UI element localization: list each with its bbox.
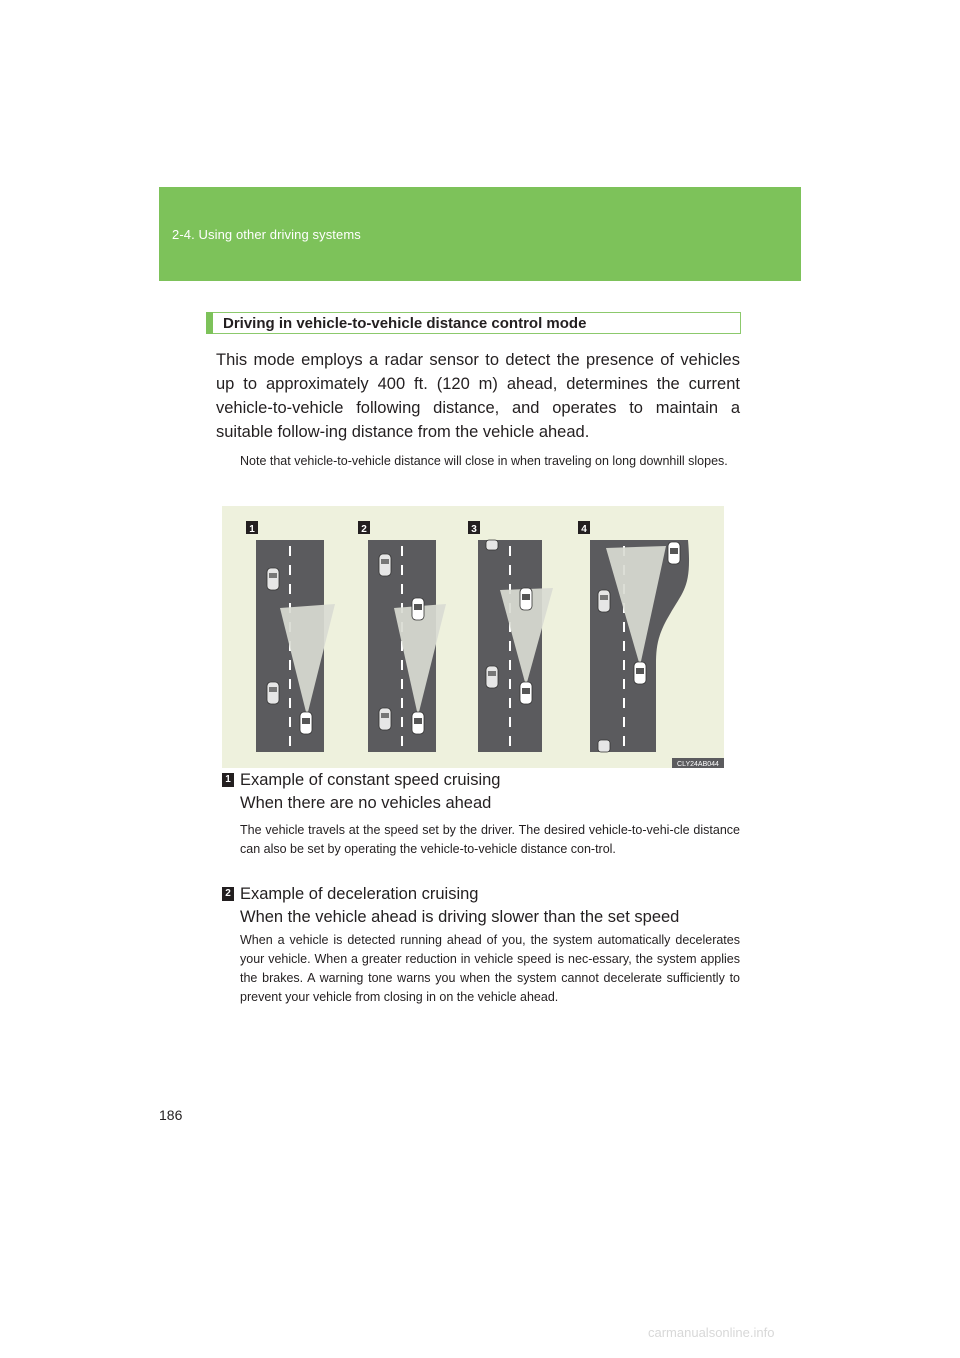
car-ahead: [668, 542, 680, 564]
item-title: [240, 769, 500, 815]
item-subtitle-line: When the vehicle ahead is driving slower than the set speed: [240, 908, 680, 926]
car-other: [379, 554, 391, 576]
panel-badge-label: 2: [361, 524, 367, 535]
figure-code: CLY24AB044: [677, 761, 719, 768]
panel-badge-label: 1: [249, 524, 255, 535]
intro-paragraph: This mode employs a radar sensor to detect the presence of vehicles up to approximately 400 ft. (120 m) ahead, determines the current vehicle-to-vehicle following distance, and operates to maintain a suitable follow-ing distance from the vehicle ahead.: [216, 351, 740, 441]
section-title: Driving in vehicle-to-vehicle distance control mode: [223, 315, 587, 332]
car-ahead: [412, 598, 424, 620]
item-subtitle-line: When there are no vehicles ahead: [240, 794, 492, 812]
car-other: [598, 590, 610, 612]
car-other: [486, 540, 498, 550]
chapter-breadcrumb: 2-4. Using other driving systems: [172, 227, 361, 242]
item-title-line: Example of deceleration cruising: [240, 885, 479, 903]
watermark: carmanualsonline.info: [648, 1325, 775, 1340]
radar-cruise-illustration: [222, 506, 724, 768]
car-own: [520, 682, 532, 704]
car-ahead: [520, 588, 532, 610]
section-heading-bar: [206, 312, 741, 334]
car-other: [486, 666, 498, 688]
car-other: [267, 682, 279, 704]
item-title-line: Example of constant speed cruising: [240, 771, 501, 789]
car-own: [412, 712, 424, 734]
section-accent-mark: [206, 312, 213, 334]
item-description: The vehicle travels at the speed set by the driver. The desired vehicle-to-vehi-cle distance can also be set by operating the vehicle-to-vehicle distance con-trol.: [240, 823, 740, 856]
page-number: 186: [159, 1107, 183, 1123]
panel-badge-label: 4: [581, 524, 587, 535]
panel-2: [358, 521, 446, 752]
car-other: [267, 568, 279, 590]
car-other: [379, 708, 391, 730]
car-other: [598, 740, 610, 752]
item-number-badge: 1: [222, 773, 234, 787]
item-description: When a vehicle is detected running ahead of you, the system automatically decelerates your vehicle. When a greater reduction in vehicle speed is nec-essary, the system applies the brakes. A warning tone warns you when the system cannot decelerate sufficiently to prevent your vehicle from closing in on the vehicle ahead.: [240, 933, 740, 1004]
panel-3: [468, 521, 553, 752]
car-own: [300, 712, 312, 734]
car-own: [634, 662, 646, 684]
panel-1: [246, 521, 335, 752]
item-title: [240, 883, 679, 929]
intro-note: Note that vehicle-to-vehicle distance will close in when traveling on long downhill slopes.: [240, 454, 728, 468]
chapter-header-band: [159, 187, 801, 281]
item-number-badge: 2: [222, 887, 234, 901]
panel-badge-label: 3: [471, 524, 477, 535]
